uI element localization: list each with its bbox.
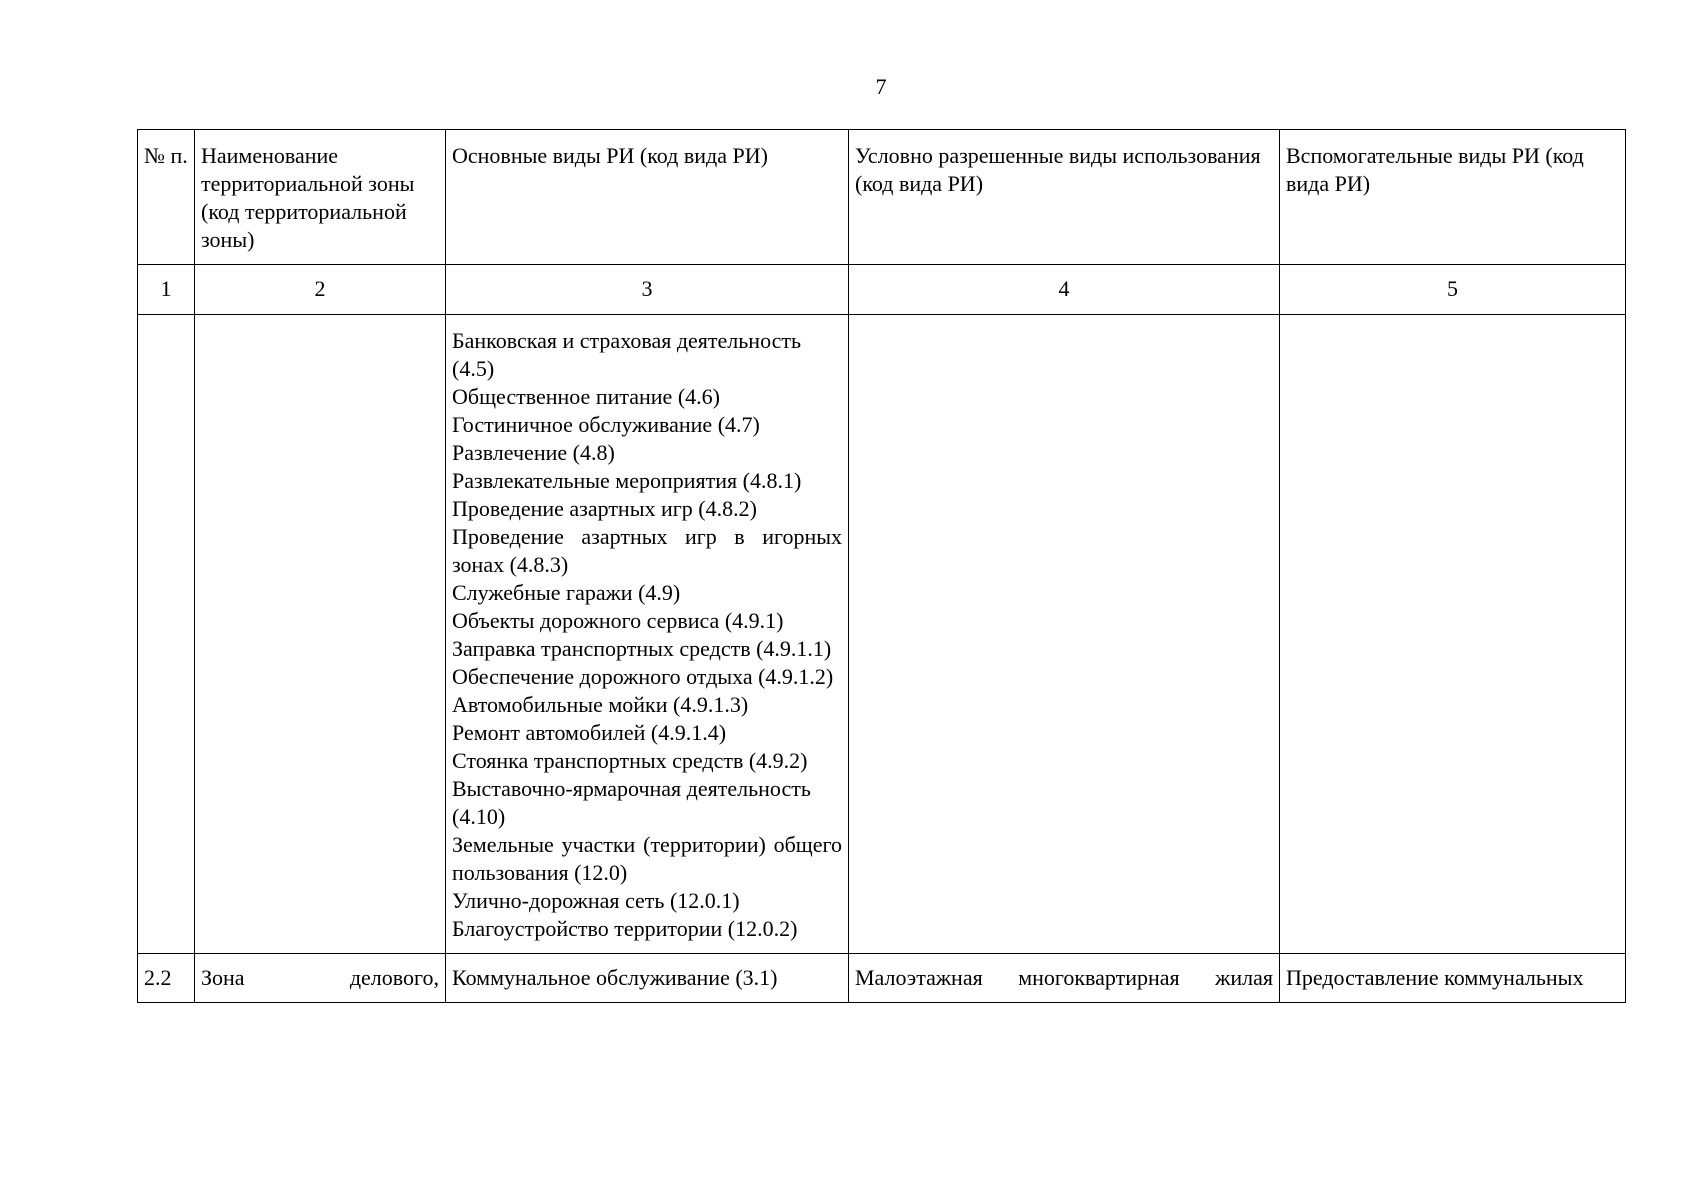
row-number-cell: 2.2	[138, 954, 195, 1003]
main-use-item: Общественное питание (4.6)	[452, 384, 720, 409]
main-use-item: Автомобильные мойки (4.9.1.3)	[452, 692, 749, 717]
main-use-item: Проведение азартных игр в игорных зонах (4.8.3)	[452, 524, 842, 577]
column-number: 1	[138, 265, 195, 315]
main-use-item: Банковская и страховая деятельность (4.5)	[452, 328, 802, 381]
main-use-item: Проведение азартных игр (4.8.2)	[452, 496, 757, 521]
auxiliary-use-cell: Предоставление коммунальных	[1280, 954, 1626, 1003]
header-conditional-uses: Условно разрешенные виды использования (код вида РИ)	[849, 130, 1280, 265]
zone-name-cell	[195, 954, 446, 1003]
main-uses-cell	[446, 315, 849, 954]
zone-name-cell	[195, 315, 446, 954]
land-use-table	[137, 129, 1626, 1003]
zone-name-word: делового,	[349, 965, 439, 990]
header-auxiliary-uses: Вспомогательные виды РИ (код вида РИ)	[1280, 130, 1626, 265]
main-use-cell: Коммунальное обслуживание (3.1)	[446, 954, 849, 1003]
header-main-uses: Основные виды РИ (код вида РИ)	[446, 130, 849, 265]
zone-name-word: Зона	[201, 965, 245, 990]
main-use-item: Обеспечение дорожного отдыха (4.9.1.2)	[452, 664, 834, 689]
table-row-continued	[138, 315, 1626, 954]
main-use-item: Развлекательные мероприятия (4.8.1)	[452, 468, 802, 493]
column-number: 4	[849, 265, 1280, 315]
conditional-use-cell: Малоэтажная многоквартирная жилая	[849, 954, 1280, 1003]
column-number: 3	[446, 265, 849, 315]
header-zone-name: Наименование территориальной зоны (код территориальной зоны)	[195, 130, 446, 265]
main-use-item: Объекты дорожного сервиса (4.9.1)	[452, 608, 784, 633]
main-use-item: Служебные гаражи (4.9)	[452, 580, 681, 605]
page-number: 7	[875, 74, 887, 99]
main-use-item: Выставочно-ярмарочная деятельность (4.10)	[452, 776, 811, 829]
conditional-uses-cell	[849, 315, 1280, 954]
main-use-item: Заправка транспортных средств (4.9.1.1)	[452, 636, 832, 661]
table-header-row	[138, 130, 1626, 265]
main-use-item: Улично-дорожная сеть (12.0.1)	[452, 888, 740, 913]
column-number: 5	[1280, 265, 1626, 315]
column-numbers-row	[138, 265, 1626, 315]
main-use-item: Земельные участки (территории) общего пользования (12.0)	[452, 832, 842, 885]
auxiliary-uses-cell	[1280, 315, 1626, 954]
zone-name-text	[201, 964, 439, 992]
main-use-item: Гостиничное обслуживание (4.7)	[452, 412, 760, 437]
header-number: № п.	[138, 130, 195, 265]
row-number-cell	[138, 315, 195, 954]
main-use-item: Благоустройство территории (12.0.2)	[452, 916, 798, 941]
main-use-item: Стоянка транспортных средств (4.9.2)	[452, 748, 808, 773]
main-use-item: Ремонт автомобилей (4.9.1.4)	[452, 720, 727, 745]
table-row-zone-2-2	[138, 954, 1626, 1003]
column-number: 2	[195, 265, 446, 315]
main-use-item: Развлечение (4.8)	[452, 440, 615, 465]
